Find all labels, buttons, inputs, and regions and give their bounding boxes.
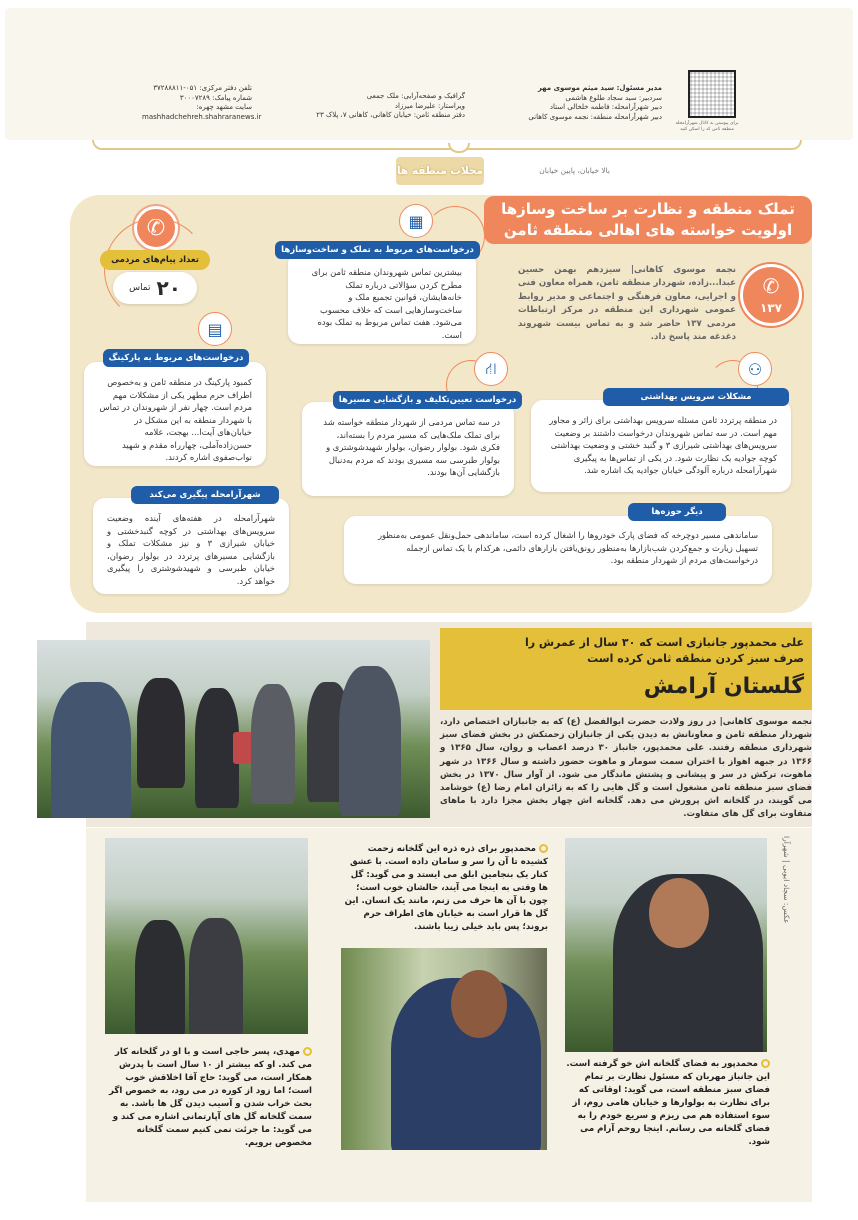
parking-icon: ▤ xyxy=(198,312,232,346)
staff-line: مدیر مسئول: سید میثم موسوی مهر xyxy=(537,84,662,92)
messages-unit: تماس xyxy=(129,283,151,293)
messages-label: تعداد پیام‌های مردمی xyxy=(100,250,210,270)
caption-bullet xyxy=(761,1059,770,1068)
person-figure xyxy=(251,684,295,804)
staff-line: دبیر شهرآرامحله: فاطمه خلخالی استاد xyxy=(549,103,662,111)
kicker-line: صرف سبز کردن منطقه ثامن کرده است xyxy=(587,652,804,665)
caption-bullet xyxy=(303,1047,312,1056)
photo-father-son xyxy=(105,838,308,1034)
caption-right xyxy=(564,1058,770,1149)
group-photo xyxy=(37,640,430,818)
restroom-icon: ⚇ xyxy=(738,352,772,386)
staff-line: دبیر شهرآرامحله منطقه: نجمه موسوی کاهانی xyxy=(528,112,662,121)
tab-notch xyxy=(448,143,470,153)
headline-line: اولویت خواسته های اهالی منطقه ثامن xyxy=(503,221,793,239)
card-followup: شهرآرامحله در هفته‌های آینده وضعیت سرویس‌های بهداشتی در کوچه گنبدخشتی و خیابان شیرازی ۳ و نیز مشکلات تملک و بازگشایی مسیرهای پرتردد در بولوار رضوان، خیابان طبرسی و شهیدشوشتری را پیگیری خواهد کرد. xyxy=(93,498,289,594)
card-label-restroom: مشکلات سرویس بهداشتی xyxy=(603,388,789,406)
tab-frame xyxy=(92,140,802,150)
phone-badge xyxy=(740,264,802,326)
card-label-followup: شهرآرامحله پیگیری می‌کند xyxy=(131,486,279,504)
caption-text: مهدی، پسر حاجی است و با او در گلخانه کار می کند. او که بیشتر از ۱۰ سال است با پدرش همکار است، می گوید: حاج آقا اخلاقش خوب است؛ اما زود از کوره در می رود، به خصوص اگر بحث خراب شدن و آسیب دیدن گل ها باشد. به سمت گلخانه گل های آپارتمانی اشاره می کند و می گوید: ما جرئت نمی کنیم سمت گلخانه مخصوص برویم. xyxy=(108,1047,312,1148)
phone-icon: ✆ xyxy=(762,274,780,298)
caption-text: محمدپور برای ذره ذره این گلخانه زحمت کشیده تا آن را سر و سامان داده است. با عشق کنار یک بنجامین ابلق می ایستد و می گوید: گل ها وقتی به اینجا می آیند، حالشان خوب است؛ چون با آن ها حرف می زنم، مانند یک انسان. این گل ها قرار است به خیابان های اطراف حرم بروند؛ پس باید خیلی زیبا باشند. xyxy=(344,844,548,932)
caption-mid xyxy=(343,843,548,934)
card-label-construction: درخواست‌های مربوط به تملک و ساخت‌وسازها xyxy=(275,241,480,259)
photo-credit: عکس: سجاد ایوبی | شهرآرا xyxy=(782,836,791,924)
masthead-contact xyxy=(142,84,262,122)
caption-bullet xyxy=(539,844,548,853)
card-label-other: دیگر حوزه‌ها xyxy=(628,503,726,521)
website-link[interactable]: mashhadchehreh.shahraranews.ir xyxy=(142,112,262,121)
card-label-parking: درخواست‌های مربوط به پارکینگ xyxy=(103,349,249,367)
staff-line: سردبیر: سید سجاد طلوع هاشمی xyxy=(565,93,662,102)
card-routes: در سه تماس مردمی از شهردار منطقه خواسته شد برای تملک ملک‌هایی که مسیر مردم را بسته‌اند، فکری شود. بولوار رضوان، بولوار شهیدشوشتری و بولوار طبرسی سه مسیری بودند که مردم به‌دنبال بازگشایی آن‌ها بودند. xyxy=(302,402,514,496)
person-figure xyxy=(135,920,185,1034)
caption-text: محمدپور به فضای گلخانه اش خو گرفته است. این جانباز مهربان که مسئول نظارت بر تمام فضای سبز منطقه است، می گوید: اوقاتی که برای نظارت به بولوارها و خیابان هامی روم، از سوء استفاده هم می ریزم و سریع خودم را به فضای گلخانه می رسانم. اینجا روحم آرام می شود. xyxy=(566,1059,770,1147)
card-construction: بیشترین تماس شهروندان منطقه ثامن برای مطرح کردن سؤالاتی درباره تملک خانه‌هایشان، قوانین تجمیع ملک و ساخت‌وسازهایی است که خلاف محسوب می‌شود. هفت تماس مربوط به تملک بوده است. xyxy=(288,252,476,344)
contact-line: شماره پیامک: ۳۰۰۰۷۲۸۹ xyxy=(179,93,252,102)
person-figure xyxy=(339,666,401,816)
face xyxy=(649,878,709,948)
message-phone-icon: ✆ xyxy=(134,206,178,250)
kicker-line: علی محمدپور جانبازی است که ۳۰ سال از عمرش را xyxy=(524,636,804,649)
photo-man-plants xyxy=(565,838,767,1052)
story-body: نجمه موسوی کاهانی| در روز ولادت حضرت ابوالفضل (ع) که به جانبازان اختصاص دارد، شهردار منطقه ثامن و معاونانش به دیدن یکی از جانبازان زحمتکش در بخش فضای سبز شهرداری منطقه رفتند. علی محمدپور، جانباز ۳۰ درصد اعصاب و روان، سال ۱۳۶۵ و ۱۳۶۶ در جبهه اهواز با اختران سمت سومار و ماهوت حضور داشته و سال ۱۳۶۶ در شهر ماهوت، ترکش در سر و پیشانی و پشتش ماندگار می شود. از آوار سال ۱۳۷۰ در بخش فضای سبز منطقه ثامن مشغول است و گل هایی را که به زائران امام رضا (ع) خوشامد می گویند، در گلخانه اش پرورش می دهد. گلخانه اش چهار بخش مجزا دارد با ماهای متفاوت برای گل های متفاوت. xyxy=(440,717,812,820)
card-other: ساماندهی مسیر دوچرخه که فضای پارک خودروها را اشغال کرده است، ساماندهی حمل‌ونقل عمومی به‌منظور تسهیل زیارت و جمع‌کردن شب‌بازارها به‌منظور رونق‌یافتن بازارهای دائمی، هرکدام با یک تماس ازجمله درخواست‌های مردم از شهردار منطقه بود. xyxy=(344,516,772,584)
qr-code[interactable] xyxy=(688,70,736,118)
masthead-staff xyxy=(462,84,662,122)
feature-intro: نجمه موسوی کاهانی| سیزدهم بهمن حسین عبدا...زاده، شهردار منطقه ثامن، همراه معاون فنی و اجرایی، معاون فرهنگی و اجتماعی و مدیر روابط عمومی شهرداری این منطقه در مرکز ارتباطات مردمی ۱۳۷ حاضر شد و به تماس بیست شهروند دغدغه مند پاسخ داد. xyxy=(518,265,736,343)
caption-left xyxy=(100,1046,312,1150)
count-number: ۱۳۷ xyxy=(760,301,782,315)
road-icon: ⛙ xyxy=(474,352,508,386)
person-figure xyxy=(189,918,243,1034)
orbit-ring xyxy=(104,218,208,322)
qr-note: برای پیوستن به کانال شهرآرامحله منطقه ثامن کد را اسکن کنید xyxy=(675,121,739,132)
messages-count: ۲۰ xyxy=(156,276,181,300)
card-label-routes: درخواست تعیین‌تکلیف و بازگشایی مسیرها xyxy=(333,391,522,409)
messages-count-box xyxy=(113,272,197,304)
story-title: گلستان آرامش xyxy=(643,674,804,699)
card-parking: کمبود پارکینگ در منطقه ثامن و به‌خصوص اطراف حرم مطهر یکی از مشکلات مهم مردم است. چهار نفر از شهروندان در تماس با شهردار منطقه به این مشکل در خیابان‌های آیت‌ا... بهجت، علامه حسن‌زاده‌آملی، چهارراه مقدم و شهید نواب‌صفوی اشاره کردند. xyxy=(84,362,266,466)
headline-line: تملک منطقه و نظارت بر ساخت وسازها xyxy=(501,200,795,218)
face xyxy=(451,970,507,1038)
card-restroom: در منطقه پرتردد ثامن مسئله سرویس بهداشتی برای زائر و مجاور مهم است. در سه تماس شهروندان درخواست داشتند بر وضعیت سرویس‌های بهداشتی شیرازی ۳ و گنبد خشتی و وضعیت بهداشتی کوچه جوادیه یک نظارت شود. در یکی از تماس‌ها به پیگیری شهرآرامحله درباره آلودگی خیابان جوادیه یک اشاره شد. xyxy=(531,400,791,492)
person-figure xyxy=(51,682,131,818)
contact-line: تلفن دفتر مرکزی: ۰۵۱-۳۷۲۸۸۸۱۱ xyxy=(153,84,252,92)
section-subtitle: بالا خیابان، پایین خیابان xyxy=(539,166,610,175)
design-line: گرافیک و صفحه‌آرایی: ملک جمعی xyxy=(366,92,465,100)
person-figure xyxy=(137,678,185,788)
design-line: دفتر منطقه ثامن: خیابان کاهانی، کاهانی ۷، پلاک ۲۳ xyxy=(316,111,465,119)
masthead-design xyxy=(305,92,465,121)
design-line: ویراستار: علیرضا میرزاد xyxy=(394,101,465,110)
building-icon: ▦ xyxy=(399,204,433,238)
story-kicker xyxy=(452,635,804,667)
photo-man-tree xyxy=(341,948,547,1150)
contact-line: سایت مشهد چهره: xyxy=(196,103,252,111)
feature-headline xyxy=(484,196,812,244)
section-tab[interactable]: محلات منطقه ها xyxy=(396,157,484,185)
